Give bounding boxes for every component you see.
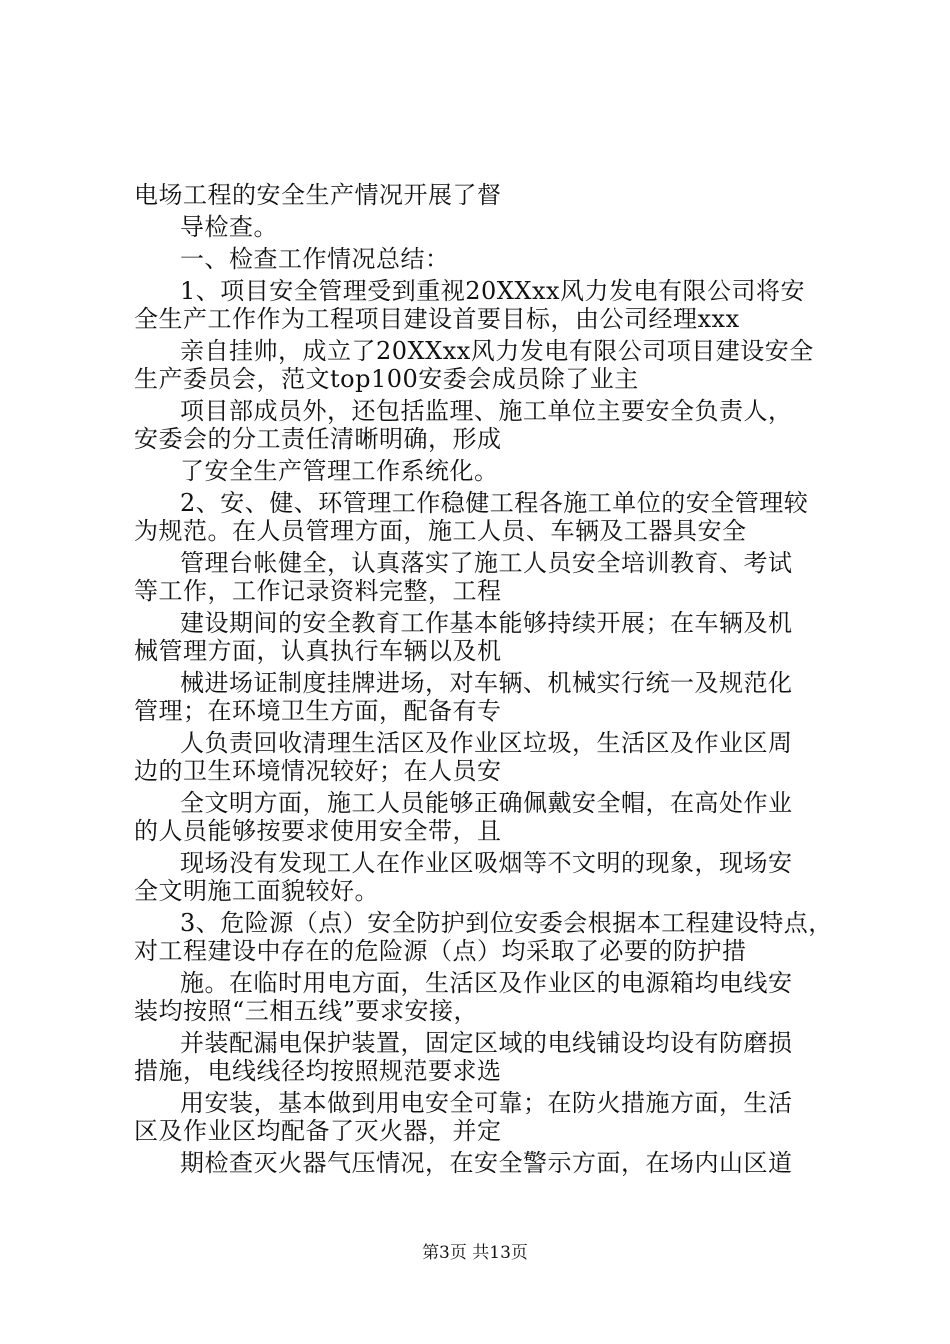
body-line: 管理台帐健全，认真落实了施工人员安全培训教育、考试 <box>180 549 793 577</box>
body-line: 械管理方面，认真执行车辆以及机 <box>134 637 502 665</box>
body-line: 施。在临时用电方面，生活区及作业区的电源箱均电线安 <box>180 969 793 997</box>
body-line: 项目部成员外，还包括监理、施工单位主要安全负责人， <box>180 397 793 425</box>
body-line: 人负责回收清理生活区及作业区垃圾，生活区及作业区周 <box>180 729 793 757</box>
body-line: 的人员能够按要求使用安全带，且 <box>134 817 502 845</box>
body-line: 3、危险源（点）安全防护到位安委会根据本工程建设特点， <box>180 909 833 937</box>
body-line: 边的卫生环境情况较好；在人员安 <box>134 757 502 785</box>
body-line: 现场没有发现工人在作业区吸烟等不文明的现象，现场安 <box>180 849 793 877</box>
body-line: 导检查。 <box>180 213 278 241</box>
body-line: 装均按照“三相五线”要求安接， <box>134 997 479 1025</box>
body-line: 对工程建设中存在的危险源（点）均采取了必要的防护措 <box>134 937 747 965</box>
body-line: 电场工程的安全生产情况开展了督 <box>134 181 502 209</box>
body-line: 生产委员会，范文top100安委会成员除了业主 <box>134 365 639 393</box>
section-heading: 一、检查工作情况总结： <box>180 245 450 273</box>
body-line: 全文明方面，施工人员能够正确佩戴安全帽，在高处作业 <box>180 789 793 817</box>
body-line: 区及作业区均配备了灭火器，并定 <box>134 1117 502 1145</box>
body-line: 了安全生产管理工作系统化。 <box>180 457 499 485</box>
body-line: 全生产工作作为工程项目建设首要目标，由公司经理xxx <box>134 305 740 333</box>
body-line: 期检查灭火器气压情况，在安全警示方面，在场内山区道 <box>180 1149 793 1177</box>
body-line: 并装配漏电保护装置，固定区域的电线铺设均设有防磨损 <box>180 1029 793 1057</box>
page-number-footer: 第3页 共13页 <box>422 1243 528 1263</box>
body-line: 1、项目安全管理受到重视20XXxx风力发电有限公司将安 <box>180 277 806 305</box>
body-line: 用安装，基本做到用电安全可靠；在防火措施方面，生活 <box>180 1089 793 1117</box>
body-line: 建设期间的安全教育工作基本能够持续开展；在车辆及机 <box>180 609 793 637</box>
body-line: 管理；在环境卫生方面，配备有专 <box>134 697 502 725</box>
body-line: 亲自挂帅，成立了20XXxx风力发电有限公司项目建设安全 <box>180 337 814 365</box>
body-line: 为规范。在人员管理方面，施工人员、车辆及工器具安全 <box>134 517 747 545</box>
body-line: 等工作，工作记录资料完整，工程 <box>134 577 502 605</box>
body-line: 全文明施工面貌较好。 <box>134 877 379 905</box>
body-line: 械进场证制度挂牌进场，对车辆、机械实行统一及规范化 <box>180 669 793 697</box>
body-line: 2、安、健、环管理工作稳健工程各施工单位的安全管理较 <box>180 489 809 517</box>
body-line: 安委会的分工责任清晰明确，形成 <box>134 425 502 453</box>
body-line: 措施，电线线径均按照规范要求选 <box>134 1057 502 1085</box>
